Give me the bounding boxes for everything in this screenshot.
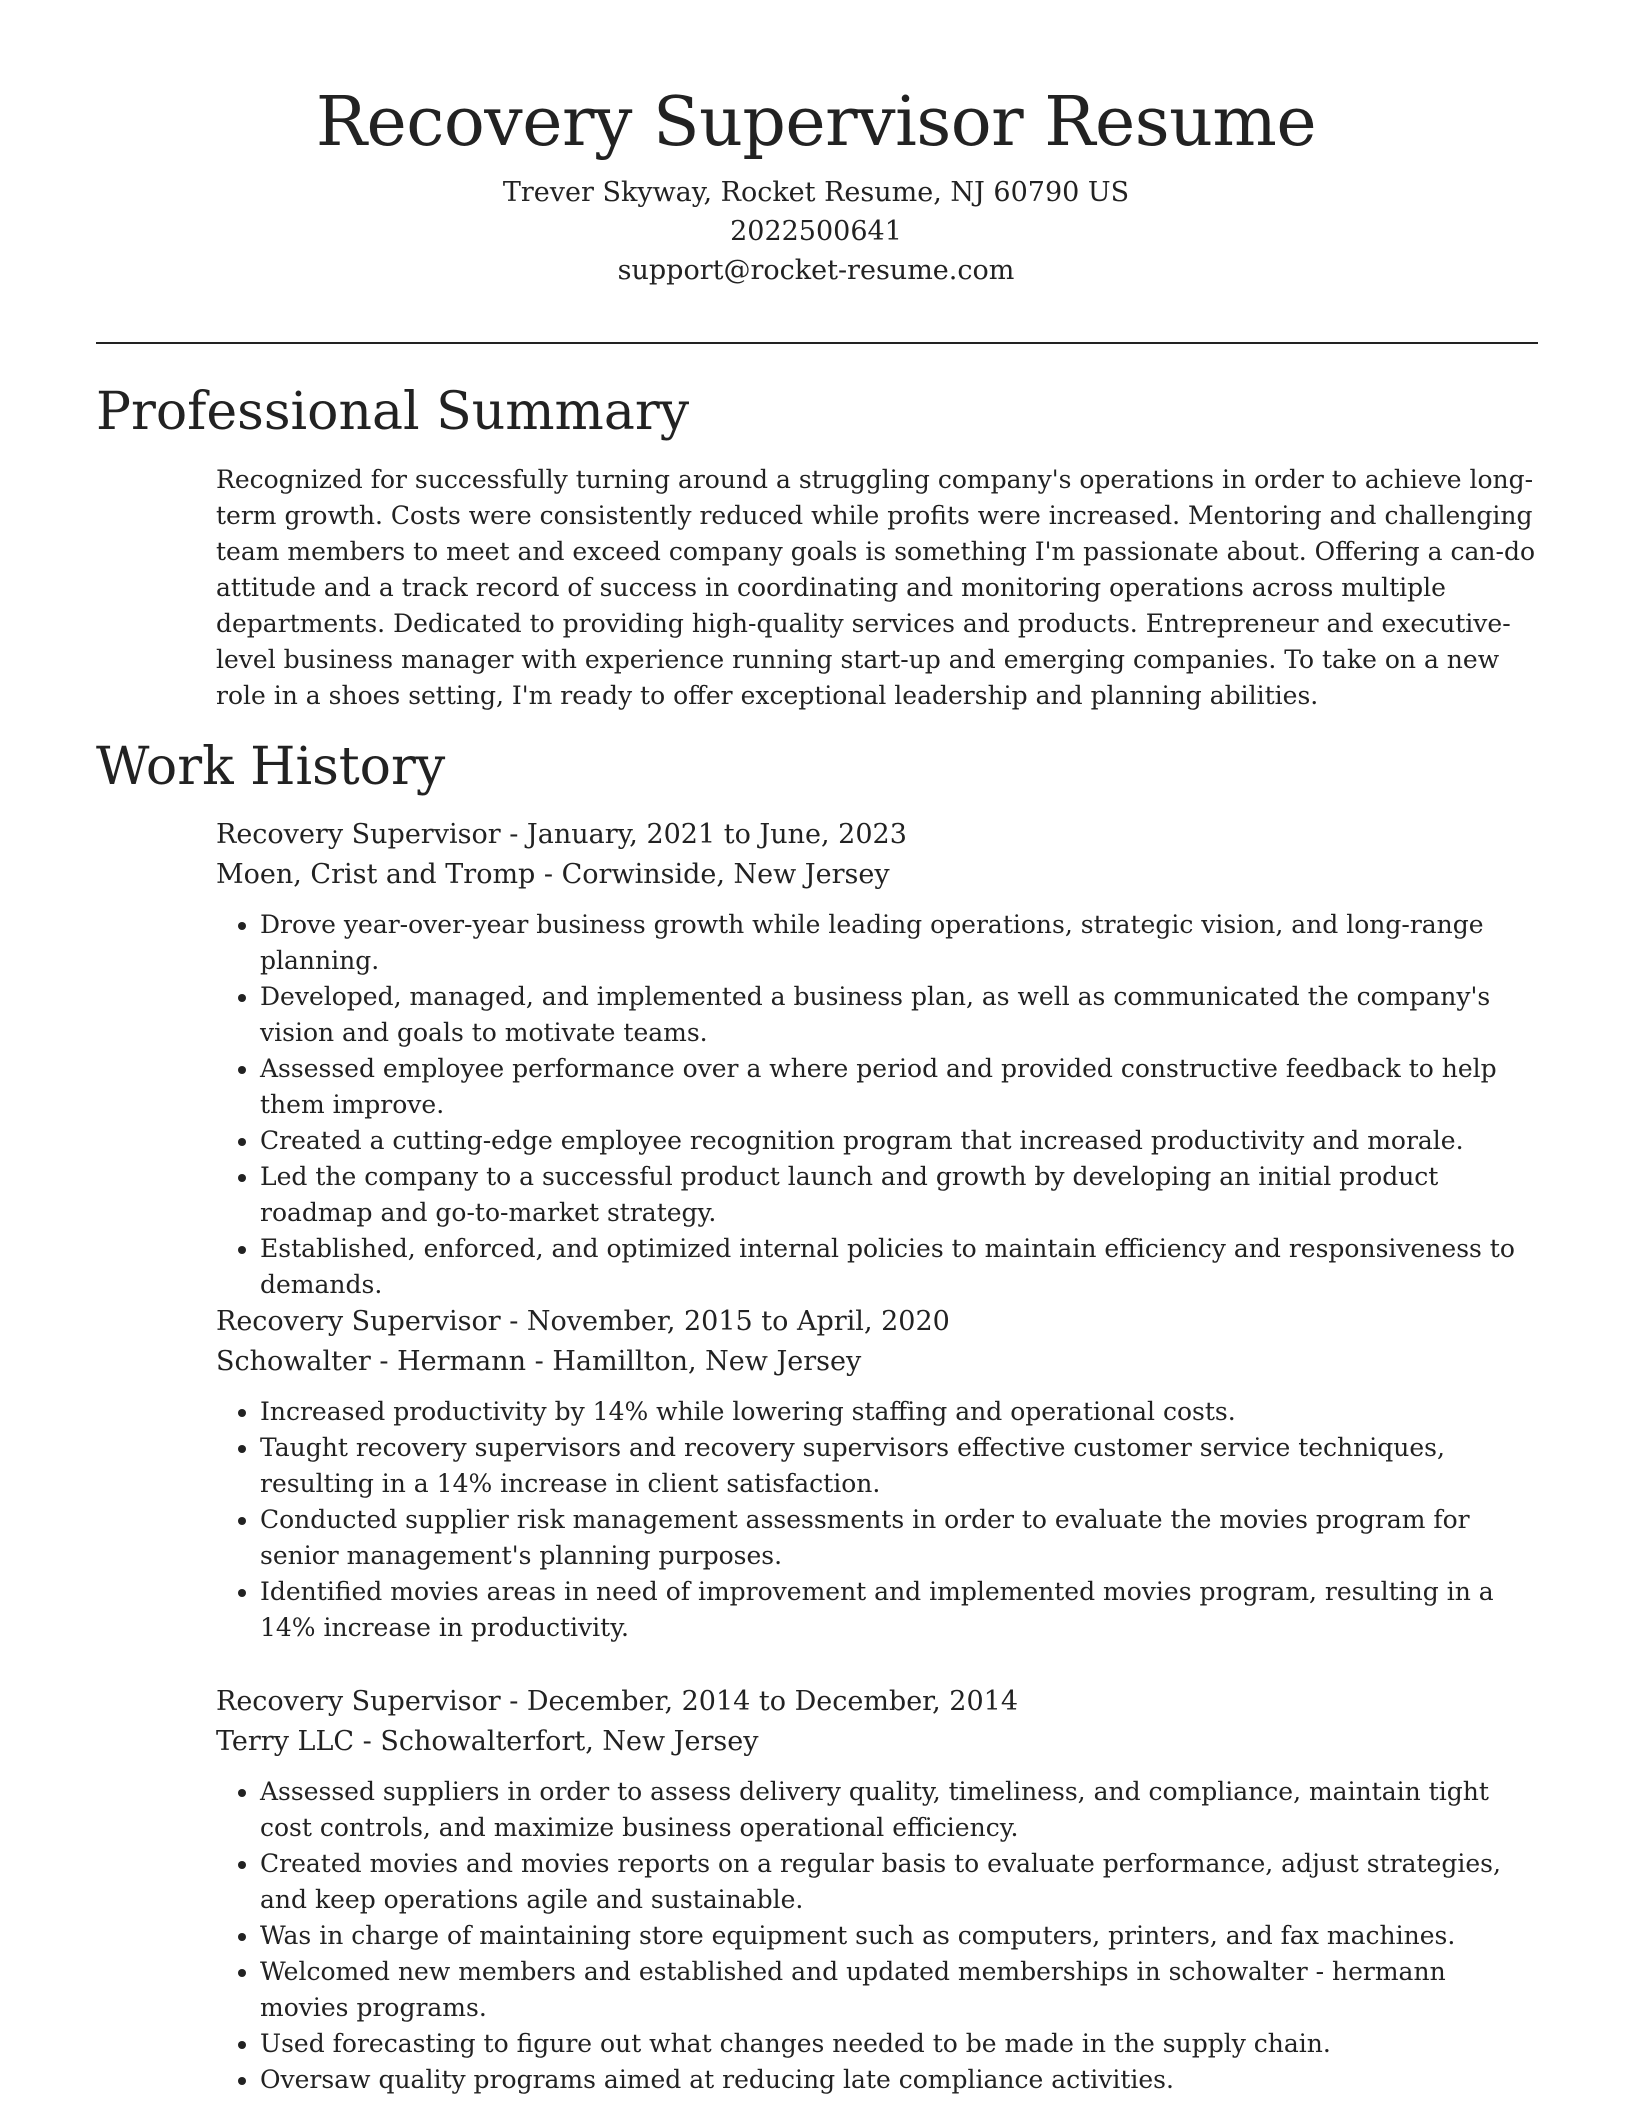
job-title-line bbox=[216, 815, 1538, 855]
contact-email[interactable]: support@rocket-resume.com bbox=[617, 254, 1015, 286]
contact-address: Trever Skyway, Rocket Resume, NJ 60790 US bbox=[502, 176, 1130, 208]
job-bullet: • Oversaw quality programs aimed at reducing late compliance activities. bbox=[260, 2062, 1538, 2098]
summary-text: Recognized for successfully turning around a struggling company's operations in order to achieve long-term growth. Costs were consistently reduced while profits were increased. Mentoring and challenging team members to meet and exceed company goals is something I'm passionate about. Offering a can-do attitude and a track record of success in coordinating and monitoring operations across multiple departments. Dedicated to providing high-quality services and products. Entrepreneur and executive-level business manager with experience running start-up and emerging companies. To take on a new role in a shoes setting, I'm ready to offer exceptional leadership and planning abilities. bbox=[216, 465, 1535, 710]
job-title-line bbox=[216, 1302, 1538, 1342]
job-bullet: • Conducted supplier risk management assessments in order to evaluate the movies program for senior management's planning purposes. bbox=[260, 1502, 1538, 1574]
job-location: - Corwinside, New Jersey bbox=[535, 859, 890, 890]
resume-title: Recovery Supervisor Resume bbox=[315, 83, 1317, 162]
job-bullet: • Welcomed new members and established and updated memberships in schowalter - hermann movies programs. bbox=[260, 1954, 1538, 2026]
job-bullets bbox=[216, 1394, 1538, 1646]
job-bullet: • Created movies and movies reports on a regular basis to evaluate performance, adjust strategies, and keep operations agile and sustainable. bbox=[260, 1846, 1538, 1918]
job-entry bbox=[216, 1302, 1538, 1646]
contact-phone: 2022500641 bbox=[730, 215, 902, 247]
job-bullet: • Taught recovery supervisors and recovery supervisors effective customer service techniques, resulting in a 14% increase in client satisfaction. bbox=[260, 1430, 1538, 1502]
job-company: Terry LLC bbox=[216, 1726, 355, 1757]
job-bullet: • Increased productivity by 14% while lowering staffing and operational costs. bbox=[260, 1394, 1538, 1430]
job-entry bbox=[216, 815, 1538, 1303]
job-bullet: • Was in charge of maintaining store equipment such as computers, printers, and fax machines. bbox=[260, 1918, 1538, 1954]
job-title: Recovery Supervisor bbox=[216, 1306, 501, 1337]
summary-heading: Professional Summary bbox=[96, 382, 690, 442]
job-dates: - December, 2014 to December, 2014 bbox=[500, 1686, 1019, 1717]
job-bullet: • Assessed employee performance over a where period and provided constructive feedback to help them improve. bbox=[260, 1051, 1538, 1123]
job-company: Schowalter - Hermann bbox=[216, 1346, 527, 1377]
job-company-line bbox=[216, 1722, 1538, 1762]
contact-info bbox=[0, 173, 1632, 290]
resume-header bbox=[0, 0, 1632, 290]
job-bullet: • Led the company to a successful product launch and growth by developing an initial product roadmap and go-to-market strategy. bbox=[260, 1159, 1538, 1231]
job-bullet: • Identified movies areas in need of improvement and implemented movies program, resulting in a 14% increase in productivity. bbox=[260, 1574, 1538, 1646]
header-divider bbox=[96, 342, 1538, 344]
work-history-heading: Work History bbox=[96, 737, 446, 797]
job-bullets bbox=[216, 1774, 1538, 2098]
job-title: Recovery Supervisor bbox=[216, 1686, 501, 1717]
job-location: - Hamillton, New Jersey bbox=[526, 1346, 862, 1377]
job-title: Recovery Supervisor bbox=[216, 819, 501, 850]
job-bullet: • Created a cutting-edge employee recognition program that increased productivity and morale. bbox=[260, 1123, 1538, 1159]
job-company-line bbox=[216, 855, 1538, 895]
job-bullet: • Developed, managed, and implemented a business plan, as well as communicated the company's vision and goals to motivate teams. bbox=[260, 979, 1538, 1051]
job-company: Moen, Crist and Tromp bbox=[216, 859, 536, 890]
job-dates: - November, 2015 to April, 2020 bbox=[500, 1306, 950, 1337]
job-company-line bbox=[216, 1342, 1538, 1382]
job-bullet: • Used forecasting to figure out what changes needed to be made in the supply chain. bbox=[260, 2026, 1538, 2062]
job-title-line bbox=[216, 1682, 1538, 1722]
job-bullet: • Assessed suppliers in order to assess delivery quality, timeliness, and compliance, maintain tight cost controls, and maximize business operational efficiency. bbox=[260, 1774, 1538, 1846]
job-entry bbox=[216, 1682, 1538, 2098]
job-bullet: • Drove year-over-year business growth while leading operations, strategic vision, and long-range planning. bbox=[260, 907, 1538, 979]
job-bullet: • Established, enforced, and optimized internal policies to maintain efficiency and responsiveness to demands. bbox=[260, 1231, 1538, 1303]
job-bullets bbox=[216, 907, 1538, 1303]
job-dates: - January, 2021 to June, 2023 bbox=[500, 819, 907, 850]
job-location: - Schowalterfort, New Jersey bbox=[354, 1726, 759, 1757]
